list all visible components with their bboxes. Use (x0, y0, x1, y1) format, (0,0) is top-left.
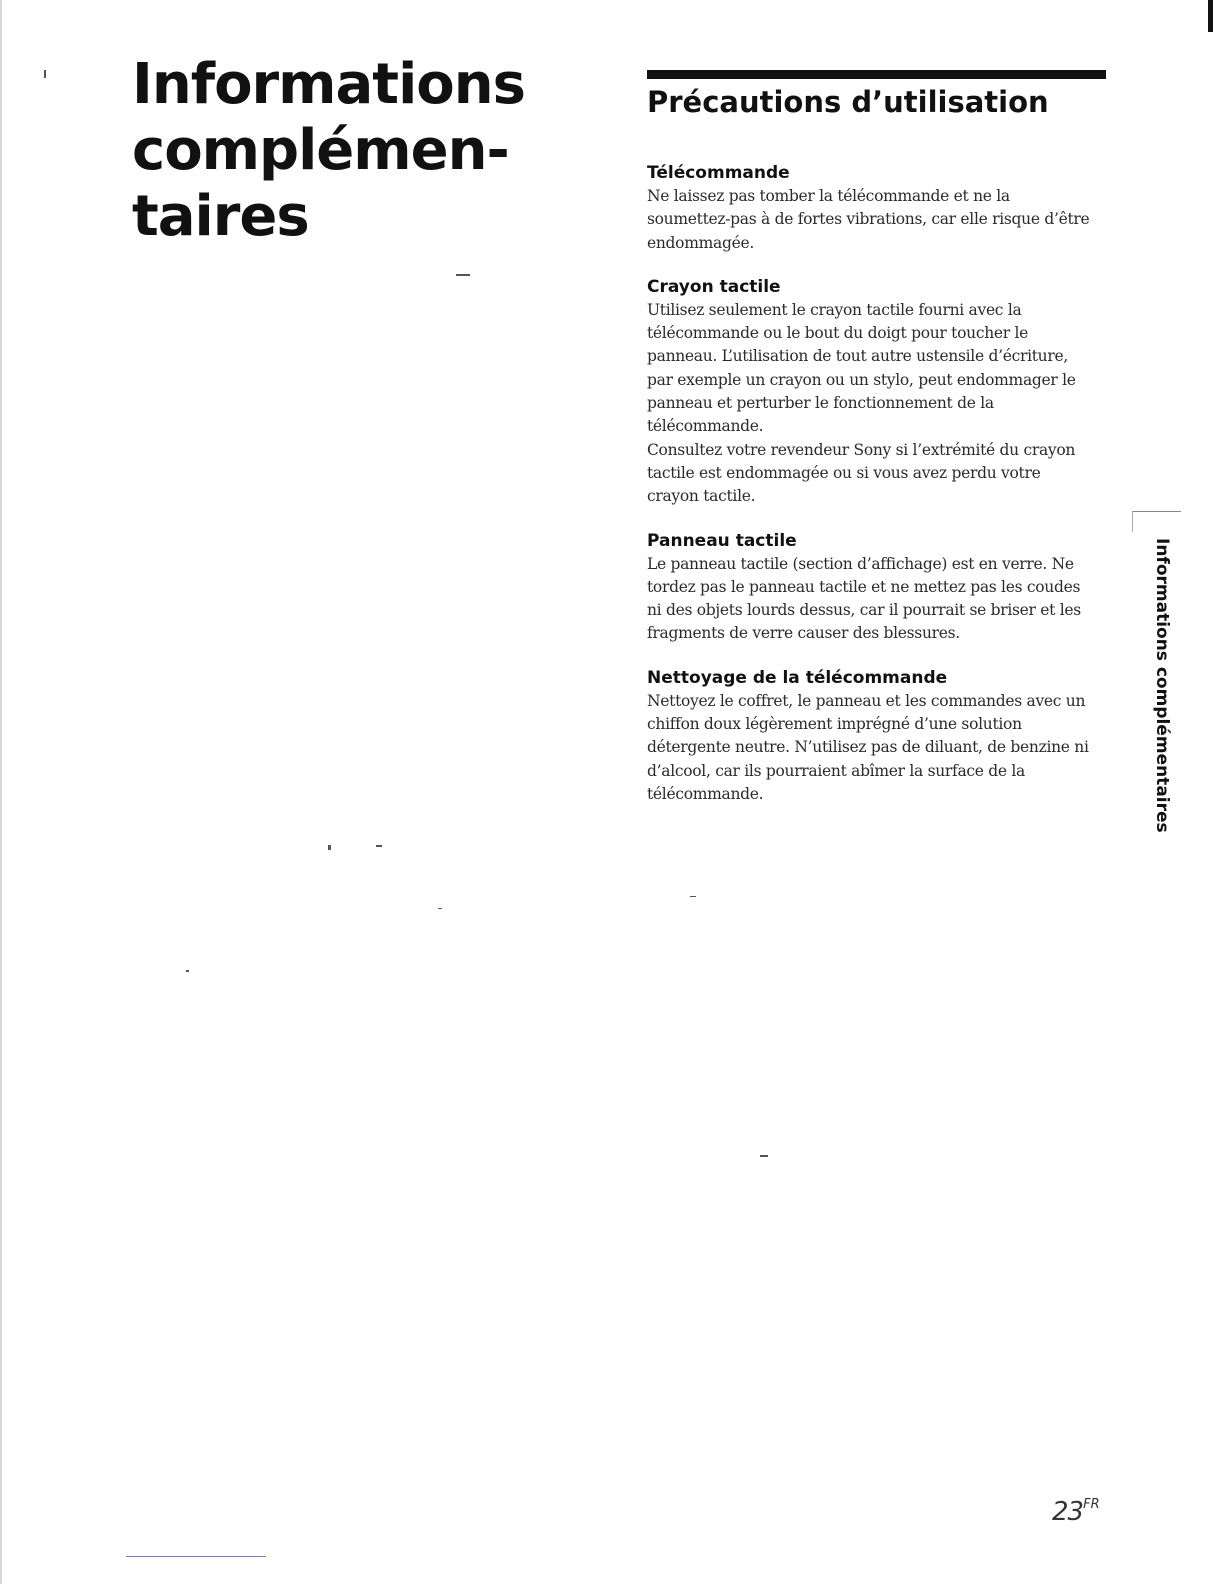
section-title: Précautions d’utilisation (647, 85, 1049, 119)
subsection-nettoyage (647, 666, 1112, 806)
scan-speck (690, 896, 696, 897)
subsection-crayon-tactile (647, 275, 1112, 509)
subsection-telecommande (647, 161, 1112, 255)
body-line: chiffon doux légèrement imprégné d’une solution (647, 715, 1022, 734)
scan-speck (328, 845, 331, 850)
body-line: par exemple un crayon ou un stylo, peut endommager le (647, 370, 1076, 389)
body-line: Nettoyez le coffret, le panneau et les commandes avec un (647, 691, 1086, 710)
page-left-edge (0, 0, 2, 1584)
subsection-body (647, 690, 1112, 806)
scan-speck (456, 274, 470, 276)
body-line: ni des objets lourds dessus, car il pourrait se briser et les (647, 601, 1081, 620)
body-line: tactile est endommagée ou si vous avez perdu votre (647, 463, 1041, 482)
chapter-title-line: Informations (132, 52, 525, 117)
chapter-title-line: taires (132, 184, 309, 249)
bottom-rule (126, 1556, 266, 1557)
body-line: panneau. L’utilisation de tout autre ustensile d’écriture, (647, 347, 1068, 366)
body-line: d’alcool, car ils pourraient abîmer la surface de la (647, 761, 1026, 780)
body-line: détergente neutre. N’utilisez pas de diluant, de benzine ni (647, 738, 1089, 757)
subsection-heading: Crayon tactile (647, 276, 781, 297)
section-header-rule (647, 70, 1106, 79)
side-chapter-tab (1149, 538, 1175, 833)
subsection-body (647, 299, 1112, 509)
page-number (1052, 1490, 1100, 1527)
subsection-body (647, 553, 1112, 646)
edge-registration-mark (1208, 0, 1213, 32)
subsection-heading: Panneau tactile (647, 530, 797, 551)
body-line: tordez pas le panneau tactile et ne mettez pas les coudes (647, 577, 1081, 596)
page-number-suffix: FR (1083, 1497, 1100, 1512)
subsection-heading: Télécommande (647, 163, 790, 183)
body-line: télécommande. (647, 784, 764, 803)
scan-speck (44, 70, 46, 78)
body-line: Le panneau tactile (section d’affichage) est en verre. Ne (647, 554, 1074, 573)
page-number-value: 23 (1052, 1497, 1084, 1527)
chapter-title (132, 52, 525, 250)
scan-speck (186, 970, 189, 972)
subsection-heading: Nettoyage de la télécommande (647, 667, 948, 688)
body-line: télécommande. (647, 417, 764, 436)
body-line: Ne laissez pas tomber la télécommande et ne la (647, 187, 1010, 205)
scan-speck (760, 1155, 768, 1157)
scan-speck (438, 908, 442, 909)
body-line: crayon tactile. (647, 487, 756, 506)
body-line: Utilisez seulement le crayon tactile fourni avec la (647, 300, 1022, 319)
body-line: Consultez votre revendeur Sony si l’extrémité du crayon (647, 440, 1076, 459)
scan-speck (376, 845, 382, 847)
body-line: endommagée. (647, 233, 754, 252)
body-line: soumettez-pas à de fortes vibrations, car elle risque d’être (647, 210, 1090, 229)
subsection-body (647, 185, 1112, 255)
body-line: télécommande ou le bout du doigt pour toucher le (647, 324, 1029, 343)
section-content (647, 161, 1112, 826)
body-line: fragments de verre causer des blessures. (647, 624, 960, 643)
body-line: panneau et perturber le fonctionnement de la (647, 394, 994, 413)
side-tab-bracket (1132, 511, 1181, 532)
chapter-title-line: complémen- (132, 118, 509, 183)
subsection-panneau-tactile (647, 529, 1112, 646)
side-tab-label: Informations complémentaires (1152, 538, 1172, 833)
